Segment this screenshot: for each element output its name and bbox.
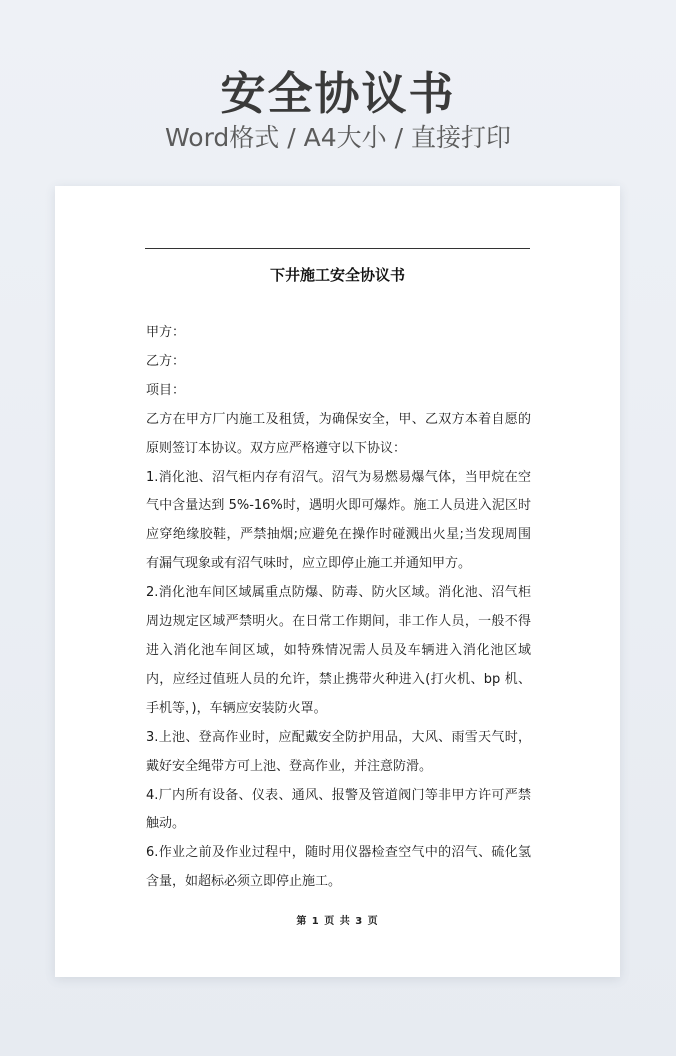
document-body bbox=[146, 319, 531, 897]
intro-paragraph: 乙方在甲方厂内施工及租赁，为确保安全，甲、乙双方本着自愿的原则签订本协议。双方应严格遵守以下协议： bbox=[146, 411, 531, 456]
page-number: 第 1 页 共 3 页 bbox=[296, 916, 379, 927]
document-title: 下井施工安全协议书 bbox=[269, 266, 405, 284]
clause-3: 3.上池、登高作业时，应配戴安全防护用品，大风、雨雪天气时，戴好安全绳带方可上池、登高作业，并注意防滑。 bbox=[146, 729, 531, 774]
header-rule bbox=[145, 248, 530, 249]
clause-6: 6.作业之前及作业过程中，随时用仪器检查空气中的沼气、硫化氢含量，如超标必须立即停止施工。 bbox=[146, 845, 531, 890]
clause-4: 4.厂内所有设备、仪表、通风、报警及管道阀门等非甲方许可严禁触动。 bbox=[146, 787, 531, 832]
document-page bbox=[55, 186, 620, 977]
clause-1: 1.消化池、沼气柜内存有沼气。沼气为易燃易爆气体，当甲烷在空气中含量达到 5%-16%时，遇明火即可爆炸。施工人员进入泥区时应穿绝缘胶鞋，严禁抽烟;应避免在操作时碰溅出火星;当发现周围有漏气现象或有沼气味时，应立即停止施工并通知甲方。 bbox=[146, 469, 531, 572]
party-b-line: 乙方： bbox=[146, 353, 186, 369]
party-a-line: 甲方： bbox=[146, 325, 186, 340]
project-line: 项目： bbox=[146, 382, 186, 398]
banner-subtitle: Word格式 / A4大小 / 直接打印 bbox=[165, 123, 511, 152]
clause-2: 2.消化池车间区域属重点防爆、防毒、防火区域。消化池、沼气柜周边规定区域严禁明火。在日常工作期间，非工作人员，一般不得进入消化池车间区域，如特殊情况需人员及车辆进入消化池区域内，应经过值班人员的允许，禁止携带火种进入(打火机、bp 机、手机等，)，车辆应安装防火罩。 bbox=[146, 585, 531, 716]
banner-title: 安全协议书 bbox=[220, 67, 456, 120]
